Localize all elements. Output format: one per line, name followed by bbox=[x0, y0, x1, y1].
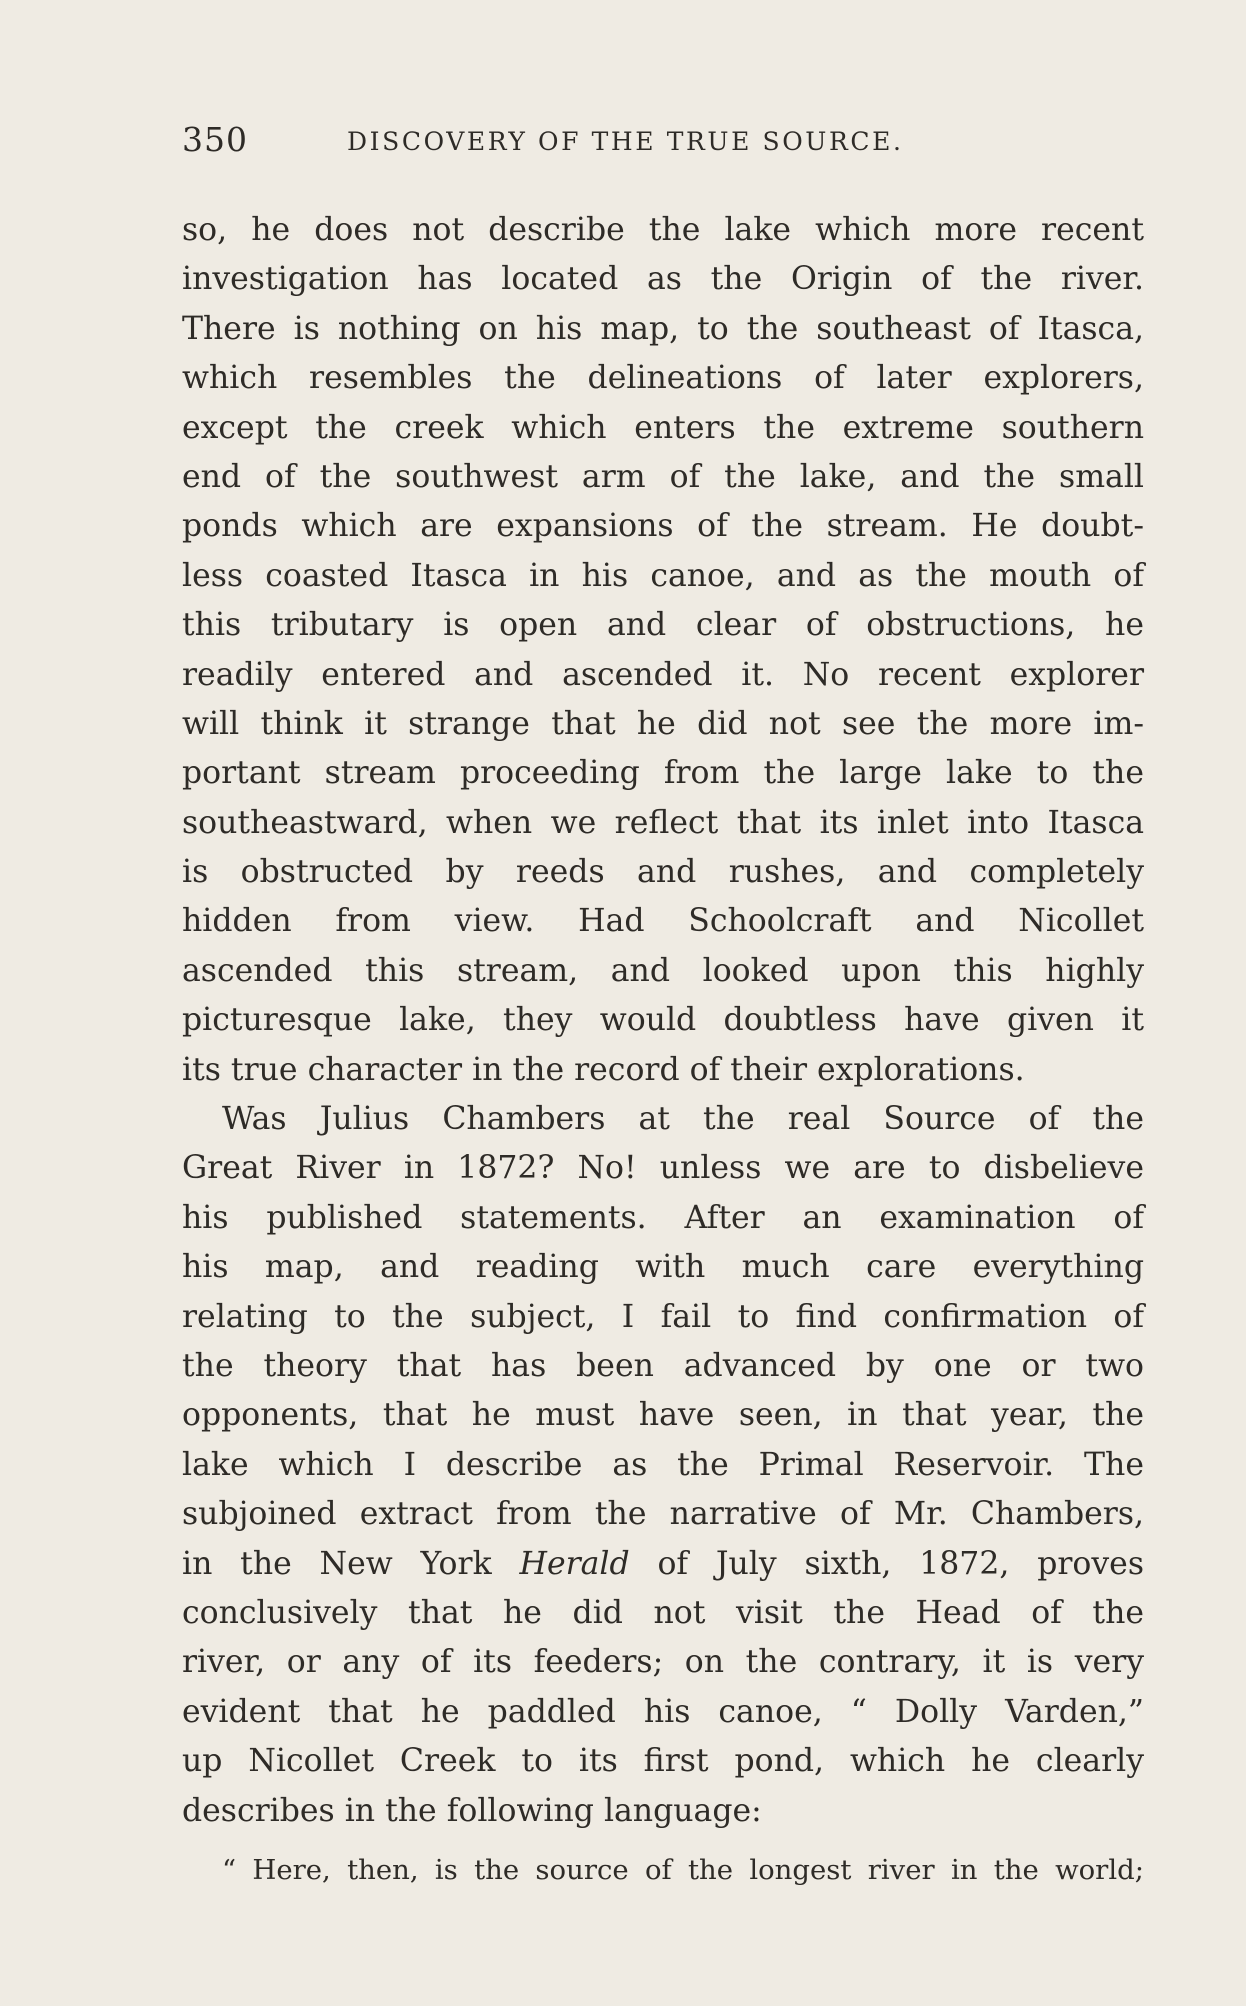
text-line: his map, and reading with much care everything bbox=[182, 1249, 1144, 1286]
text-line: subjoined extract from the narrative of Mr. Chambers, bbox=[182, 1496, 1144, 1533]
text-segment: of July sixth, 1872, proves bbox=[657, 1545, 1144, 1582]
text-line: Great River in 1872? No! unless we are to disbelieve bbox=[182, 1150, 1144, 1187]
text-line: ponds which are expansions of the stream. He doubt- bbox=[182, 508, 1144, 545]
running-head bbox=[182, 118, 982, 162]
body-text bbox=[182, 206, 1144, 1836]
text-line: portant stream proceeding from the large lake to the bbox=[182, 755, 1144, 792]
text-line: the theory that has been advanced by one or two bbox=[182, 1347, 1144, 1384]
running-title: DISCOVERY OF THE TRUE SOURCE. bbox=[347, 127, 904, 156]
text-line: opponents, that he must have seen, in that year, the bbox=[182, 1397, 1144, 1434]
text-line: describes in the following language: bbox=[182, 1792, 762, 1829]
text-segment: in the New York bbox=[182, 1545, 492, 1582]
text-line: which resembles the delineations of later explorers, bbox=[182, 360, 1144, 397]
text-line: readily entered and ascended it. No recent explorer bbox=[182, 656, 1144, 693]
text-line-with-italic bbox=[182, 1540, 1144, 1589]
text-line: hidden from view. Had Schoolcraft and Nicollet bbox=[182, 903, 1144, 940]
text-line: his published statements. After an examination of bbox=[182, 1199, 1144, 1236]
text-line: southeastward, when we reflect that its inlet into Itasca bbox=[182, 804, 1144, 841]
page-number: 350 bbox=[182, 120, 248, 159]
block-quote: “ Here, then, is the source of the longest river in the world; bbox=[222, 1854, 1144, 1886]
text-line: up Nicollet Creek to its first pond, which he clearly bbox=[182, 1743, 1144, 1780]
text-line: evident that he paddled his canoe, “ Dolly Varden,” bbox=[182, 1693, 1144, 1730]
text-line: its true character in the record of their explorations. bbox=[182, 1051, 1025, 1088]
text-line: ascended this stream, and looked upon this highly bbox=[182, 952, 1144, 989]
newspaper-title-italic: Herald bbox=[519, 1545, 630, 1582]
text-line: will think it strange that he did not see the more im- bbox=[182, 705, 1144, 742]
text-line: relating to the subject, I fail to find confirmation of bbox=[182, 1298, 1144, 1335]
text-line: lake which I describe as the Primal Reservoir. The bbox=[182, 1446, 1144, 1483]
text-line: investigation has located as the Origin of the river. bbox=[182, 261, 1144, 298]
text-line: less coasted Itasca in his canoe, and as the mouth of bbox=[182, 557, 1144, 594]
text-line: conclusively that he did not visit the Head of the bbox=[182, 1594, 1144, 1631]
text-line: except the creek which enters the extreme southern bbox=[182, 409, 1144, 446]
text-line: There is nothing on his map, to the southeast of Itasca, bbox=[182, 310, 1144, 347]
text-line: river, or any of its feeders; on the contrary, it is very bbox=[182, 1644, 1144, 1681]
text-line: end of the southwest arm of the lake, and the small bbox=[182, 458, 1144, 495]
text-line: so, he does not describe the lake which more recent bbox=[182, 212, 1144, 248]
text-line: this tributary is open and clear of obstructions, he bbox=[182, 607, 1144, 644]
text-line: picturesque lake, they would doubtless have given it bbox=[182, 1002, 1144, 1039]
text-line: is obstructed by reeds and rushes, and completely bbox=[182, 854, 1144, 891]
paragraph-first-line: Was Julius Chambers at the real Source of the bbox=[222, 1101, 1144, 1138]
